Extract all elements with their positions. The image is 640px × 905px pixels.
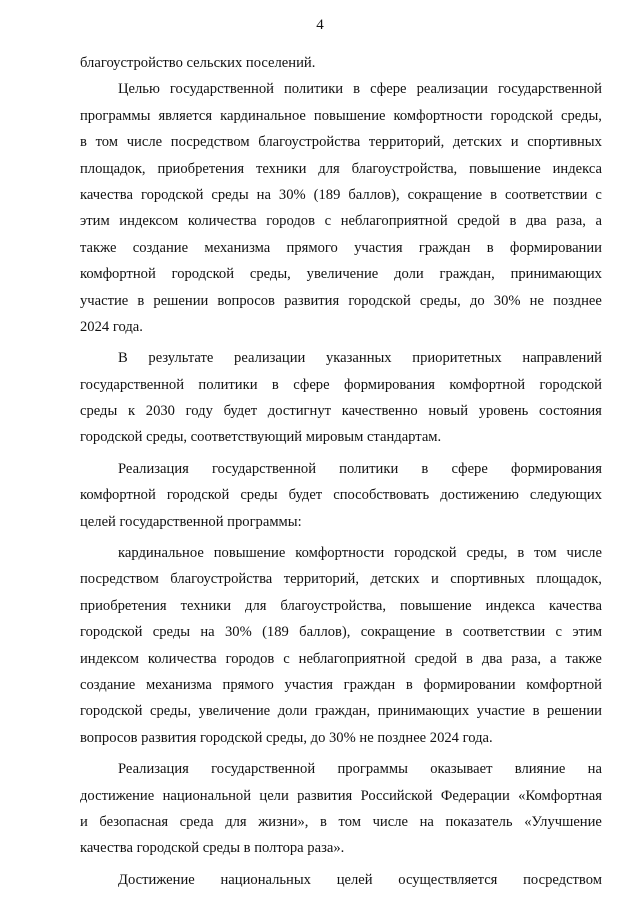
- text-line: целей государственной программы:: [80, 513, 302, 530]
- text-line: Достижение национальных целей осуществляется посредством: [118, 871, 602, 888]
- text-line: посредством благоустройства территорий, детских и спортивных площадок,: [80, 571, 602, 588]
- paragraph: [80, 456, 602, 535]
- paragraph: [80, 345, 602, 451]
- text-line: кардинальное повышение комфортности городской среды, в том числе: [118, 545, 602, 562]
- text-line: также создание механизма прямого участия граждан в формировании: [80, 239, 602, 256]
- text-line: приобретения техники для благоустройства, повышение индекса качества: [80, 597, 602, 614]
- text-line: Реализация государственной политики в сфере формирования: [118, 460, 602, 477]
- text-line: этим индексом количества городов с неблагоприятной средой в два раза, а: [80, 213, 602, 230]
- text-line: среды к 2030 году будет достигнут качественно новый уровень состояния: [80, 403, 602, 420]
- text-line: государственной политики в сфере формирования комфортной городской: [80, 376, 602, 393]
- text-line: участие в решении вопросов развития городской среды, до 30% не позднее: [80, 292, 602, 309]
- paragraph: [80, 50, 602, 76]
- text-line: и безопасная среда для жизни», в том числе на показатель «Улучшение: [80, 813, 602, 830]
- text-line: городской среды, соответствующий мировым стандартам.: [80, 429, 442, 446]
- text-line: достижение национальной цели развития Российской Федерации «Комфортная: [80, 787, 602, 804]
- text-line: создание механизма прямого участия граждан в формировании комфортной: [80, 676, 602, 693]
- paragraph: [80, 76, 602, 340]
- text-line: качества городской среды на 30% (189 баллов), сокращение в соответствии с: [80, 186, 602, 203]
- text-line: Реализация государственной программы оказывает влияние на: [118, 761, 602, 778]
- text-line: площадок, приобретения техники для благоустройства, повышение индекса: [80, 160, 602, 177]
- paragraph: [80, 540, 602, 751]
- paragraph: [80, 867, 602, 893]
- paragraph: [80, 756, 602, 862]
- text-line: вопросов развития городской среды, до 30% не позднее 2024 года.: [80, 729, 493, 746]
- text-line: программы является кардинальное повышение комфортности городской среды,: [80, 107, 602, 124]
- document-body: [80, 50, 602, 893]
- text-line: качества городской среды в полтора раза».: [80, 840, 345, 857]
- text-line: Целью государственной политики в сфере реализации государственной: [118, 81, 602, 98]
- text-line: городской среды, увеличение доли граждан, принимающих участие в решении: [80, 703, 602, 720]
- text-line: 2024 года.: [80, 318, 143, 335]
- text-line: комфортной городской среды, увеличение доли граждан, принимающих: [80, 266, 602, 283]
- text-line: комфортной городской среды будет способствовать достижению следующих: [80, 487, 602, 504]
- text-line: городской среды на 30% (189 баллов), сокращение в соответствии с этим: [80, 624, 602, 641]
- page-number: 4: [316, 17, 324, 33]
- text-line: индексом количества городов с неблагоприятной средой в два раза, а также: [80, 650, 602, 667]
- text-line: в том числе посредством благоустройства территорий, детских и спортивных: [80, 134, 602, 151]
- text-line: благоустройство сельских поселений.: [80, 55, 316, 71]
- text-line: В результате реализации указанных приоритетных направлений: [118, 350, 602, 367]
